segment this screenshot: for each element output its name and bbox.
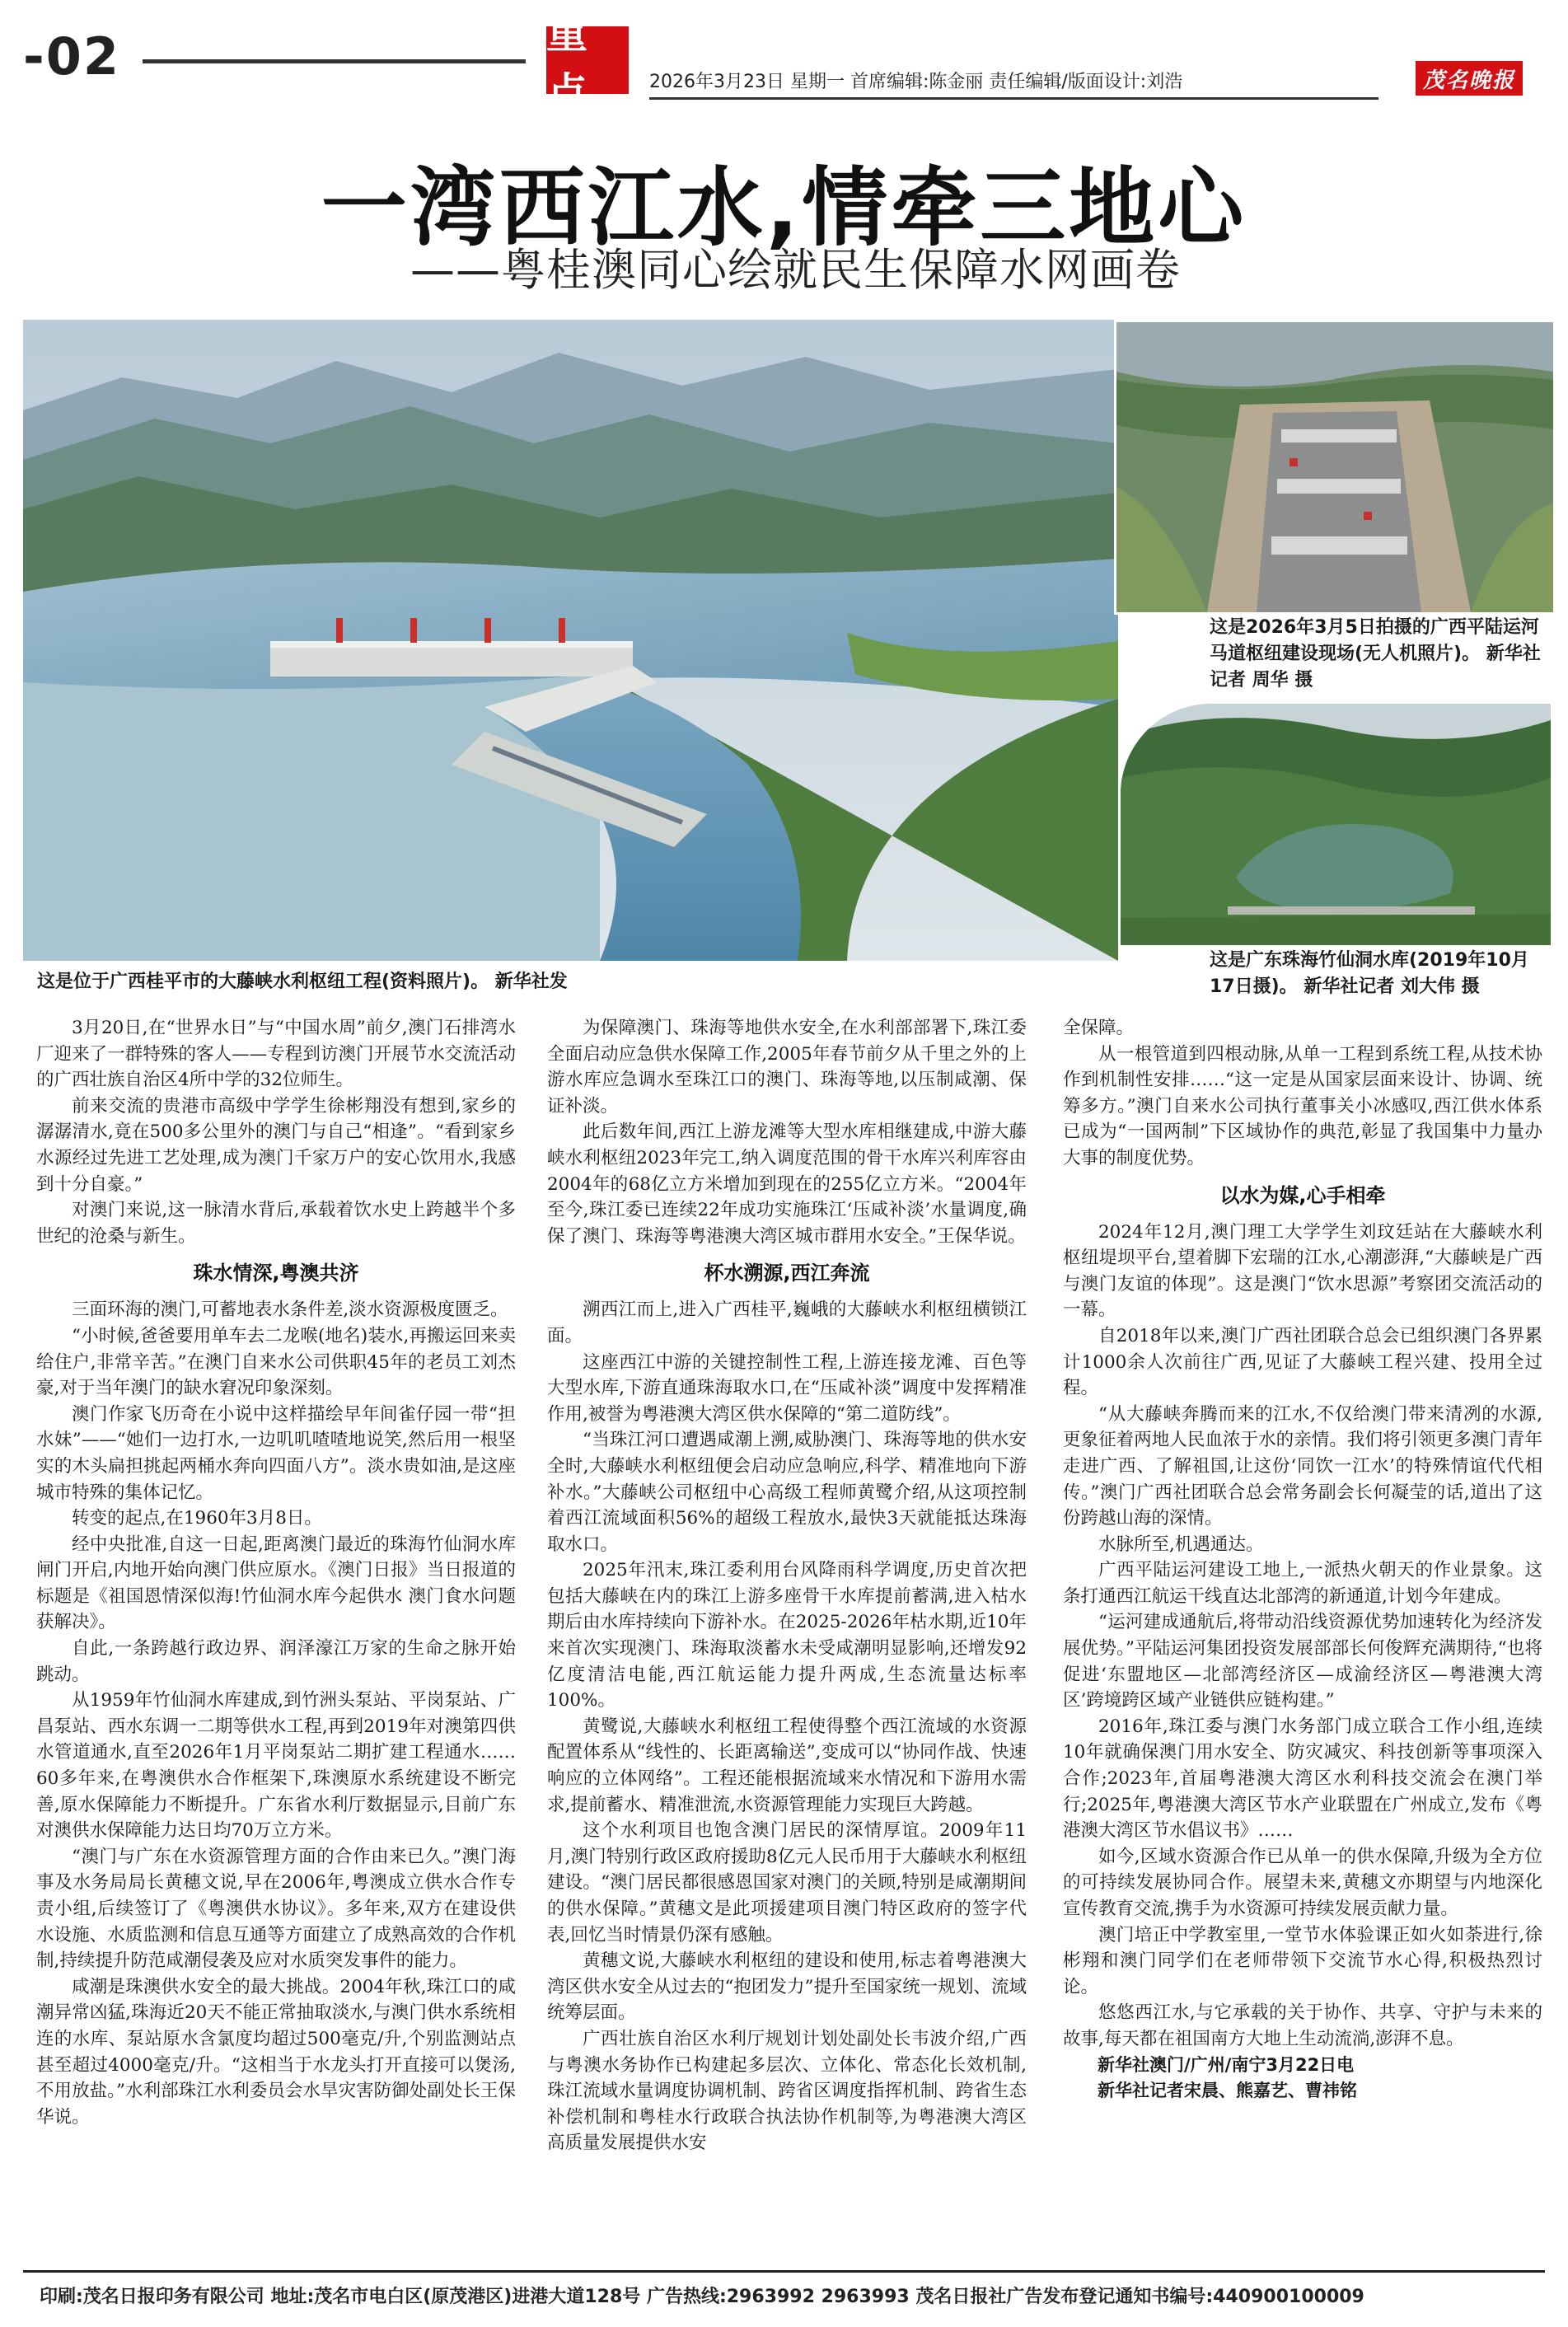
paragraph: 2025年汛末,珠江委利用台风降雨科学调度,历史首次把包括大藤峡在内的珠江上游多座骨干水库提前蓄满,进入枯水期后由水库持续向下游补水。在2025-2026年枯水期,近10年来首次实现澳门、珠海取淡蓄水未受咸潮明显影响,还增发92亿度清洁电能,西江航运能力提升两成,生态流量达标率100%。 (547, 1560, 1027, 1711)
paragraph: 自此,一条跨越行政边界、润泽濠江万家的生命之脉开始跳动。 (36, 1638, 516, 1685)
newspaper-logo: 茂名晚报 (1416, 61, 1523, 96)
footer-imprint: 印刷:茂名日报印务有限公司 地址:茂名市电白区(原茂港区)进港大道128号 广告热线:2963992 2963993 茂名日报社广告发布登记通知书编号:440900100009 (40, 2287, 1364, 2307)
paragraph: 2024年12月,澳门理工大学学生刘玟廷站在大藤峡水利枢纽堤坝平台,望着脚下宏瑞的江水,心潮澎湃,“大藤峡是广西与澳门友谊的体现”。这是澳门“饮水思源”考察团交流活动的一幕。 (1063, 1221, 1542, 1321)
article-column-3 (1063, 1015, 1542, 2104)
section-heading: 珠水情深,粤澳共济 (193, 1262, 359, 1285)
paragraph: “运河建成通航后,将带动沿线资源优势加速转化为经济发展优势。”平陆运河集团投资发展部部长何俊辉充满期待,“也将促进‘东盟地区—北部湾经济区—成渝经济区—粤港澳大湾区’跨境跨区域产业链供应链构建。” (1063, 1612, 1542, 1711)
paragraph: 从一根管道到四根动脉,从单一工程到系统工程,从技术协作到机制性安排……“这一定是从国家层面来设计、协调、统筹多方。”澳门自来水公司执行董事关小冰感叹,西江供水体系已成为“一国两制”下区域协作的典范,彰显了我国集中力量办大事的制度优势。 (1063, 1043, 1542, 1168)
paragraph: 从1959年竹仙洞水库建成,到竹洲头泵站、平岗泵站、广昌泵站、西水东调一二期等供水工程,再到2019年对澳第四供水管道通水,直至2026年1月平岗泵站二期扩建工程通水……60多年来,在粤澳供水合作框架下,珠澳原水系统建设不断完善,原水保障能力不断提升。广东省水利厅数据显示,目前广东对澳供水保障能力达日均70万立方米。 (36, 1690, 516, 1842)
paragraph: 对澳门来说,这一脉清水背后,承载着饮水史上跨越半个多世纪的沧桑与新生。 (36, 1200, 516, 1247)
paragraph: “小时候,爸爸要用单车去二龙喉(地名)装水,再搬运回来卖给住户,非常辛苦。”在澳门自来水公司供职45年的老员工刘杰豪,对于当年澳门的缺水窘况印象深刻。 (36, 1325, 516, 1399)
paragraph: 这个水利项目也饱含澳门居民的深情厚谊。2009年11月,澳门特别行政区政府援助8亿元人民币用于大藤峡水利枢纽建设。“澳门居民都很感恩国家对澳门的关顾,特别是咸潮期间的供水保障。”黄穗文是此项援建项目澳门特区政府的签字代表,回忆当时情景仍深有感触。 (547, 1820, 1027, 1945)
page-number: -02 (23, 26, 121, 87)
paragraph: 广西平陆运河建设工地上,一派热火朝天的作业景象。这条打通西江航运干线直达北部湾的新通道,计划今年建成。 (1063, 1560, 1542, 1607)
header-rule (143, 59, 526, 63)
dateline: 2026年3月23日 星期一 首席编辑:陈金丽 责任编辑/版面设计:刘浩 (649, 72, 1183, 92)
article-column-1 (36, 1015, 516, 2130)
paragraph: “从大藤峡奔腾而来的江水,不仅给澳门带来清冽的水源,更象征着两地人民血浓于水的亲情。我们将引领更多澳门青年走进广西、了解祖国,让这份‘同饮一江水’的特殊情谊代代相传。”澳门广西社团联合总会常务副会长何凝莹的话,道出了这份跨越山海的深情。 (1063, 1403, 1542, 1529)
main-photo-caption: 这是位于广西桂平市的大藤峡水利枢纽工程(资料照片)。 新华社发 (37, 972, 568, 992)
paragraph: 黄鹭说,大藤峡水利枢纽工程使得整个西江流域的水资源配置体系从“线性的、长距离输送”,变成可以“协同作战、快速响应的立体网络”。工程还能根据流域来水情况和下游用水需求,提前蓄水、精准泄流,水资源管理能力实现巨大跨越。 (547, 1716, 1027, 1815)
subheadline: ——粤桂澳同心绘就民生保障水网画卷 (410, 244, 1181, 296)
paragraph: 转变的起点,在1960年3月8日。 (72, 1508, 322, 1529)
headline: 一湾西江水,情牵三地心 (321, 157, 1247, 258)
paragraph: “澳门与广东在水资源管理方面的合作由来已久。”澳门海事及水务局局长黄穗文说,早在2006年,粤澳成立供水合作专责小组,后续签订了《粤澳供水协议》。多年来,双方在建设供水设施、水质监测和信息互通等方面建立了成熟高效的合作机制,持续提升防范咸潮侵袭及应对水质突发事件的能力。 (36, 1846, 516, 1972)
section-heading: 以水为媒,心手相牵 (1219, 1183, 1386, 1207)
paragraph: 自2018年以来,澳门广西社团联合总会已组织澳门各界累计1000余人次前往广西,见证了大藤峡工程兴建、投用全过程。 (1063, 1325, 1542, 1399)
paragraph: 三面环海的澳门,可蓄地表水条件差,淡水资源极度匮乏。 (72, 1299, 508, 1321)
paragraph: 这座西江中游的关键控制性工程,上游连接龙滩、百色等大型水库,下游直通珠海取水口,在“压咸补淡”调度中发挥精准作用,被誉为粤港澳大湾区供水保障的“第二道防线”。 (547, 1351, 1027, 1425)
paragraph: 此后数年间,西江上游龙滩等大型水库相继建成,中游大藤峡水利枢纽2023年完工,纳入调度范围的骨干水库兴利库容由2004年的68亿立方米增加到现在的255亿立方米。“2004年至今,珠江委已连续22年成功实施珠江‘压咸补淡’水量调度,确保了澳门、珠海等粤港澳大湾区城市群用水安全。”王保华说。 (547, 1121, 1027, 1247)
masthead (23, 10, 1545, 117)
paragraph: “当珠江河口遭遇咸潮上溯,威胁澳门、珠海等地的供水安全时,大藤峡水利枢纽便会启动应急响应,科学、精准地向下游补水。”大藤峡公司枢纽中心高级工程师黄鹭介绍,从这项控制着西江流域面积56%的超级工程放水,最快3天就能抵达珠海取水口。 (547, 1430, 1027, 1555)
dateline-rule (649, 97, 1378, 100)
reservoir-photo (1121, 704, 1551, 945)
dam-illustration (23, 320, 1118, 961)
reporter-byline: 新华社记者宋晨、熊嘉艺、曹祎铭 (1098, 2080, 1357, 2100)
dam-aerial-photo (23, 320, 1118, 961)
paragraph: 经中央批准,自这一日起,距离澳门最近的珠海竹仙洞水库闸门开启,内地开始向澳门供应原水。《澳门日报》当日报道的标题是《祖国恩情深似海!竹仙洞水库今起供水 澳门食水问题获解决》。 (36, 1533, 516, 1633)
paragraph: 2016年,珠江委与澳门水务部门成立联合工作小组,连续10年就确保澳门用水安全、防灾减灾、科技创新等事项深入合作;2023年,首届粤港澳大湾区水利科技交流会在澳门举行;2025年,粤港澳大湾区节水产业联盟在广州成立,发布《粤港澳大湾区节水倡议书》…… (1063, 1716, 1542, 1842)
section-heading: 杯水溯源,西江奔流 (704, 1262, 870, 1285)
paragraph: 3月20日,在“世界水日”与“中国水周”前夕,澳门石排湾水厂迎来了一群特殊的客人——专程到访澳门开展节水交流活动的广西壮族自治区4所中学的32位师生。 (36, 1018, 516, 1091)
canal-illustration (1116, 322, 1553, 612)
paragraph: 为保障澳门、珠海等地供水安全,在水利部部署下,珠江委全面启动应急供水保障工作,2005年春节前夕从千里之外的上游水库应急调水至珠江口的澳门、珠海等地,以压制咸潮、保证补淡。 (547, 1018, 1027, 1117)
paragraph: 黄穗文说,大藤峡水利枢纽的建设和使用,标志着粤港澳大湾区供水安全从过去的“抱团发力”提升至国家统一规划、流域统筹层面。 (547, 1950, 1027, 2024)
paragraph: 水脉所至,机遇通达。 (1098, 1533, 1264, 1555)
paragraph: 如今,区域水资源合作已从单一的供水保障,升级为全方位的可持续发展协同合作。展望未来,黄穗文亦期望与内地深化宣传教育交流,携手为水资源可持续发展贡献力量。 (1063, 1846, 1542, 1919)
paragraph: 全保障。 (1063, 1018, 1135, 1038)
paragraph: 溯西江而上,进入广西桂平,巍峨的大藤峡水利枢纽横锁江面。 (547, 1299, 1027, 1346)
section-tag: 重点 (546, 26, 629, 94)
paragraph: 悠悠西江水,与它承载的关于协作、共享、守护与未来的故事,每天都在祖国南方大地上生动流淌,澎湃不息。 (1063, 2002, 1542, 2049)
reservoir-photo-caption: 这是广东珠海竹仙洞水库(2019年10月17日摄)。 新华社记者 刘大伟 摄 (1210, 950, 1529, 997)
dateline-byline: 新华社澳门/广州/南宁3月22日电 (1098, 2054, 1355, 2075)
paragraph: 前来交流的贵港市高级中学学生徐彬翔没有想到,家乡的潺潺清水,竟在500多公里外的澳门与自己“相逢”。“看到家乡水源经过先进工艺处理,成为澳门千家万户的安心饮用水,我感到十分自豪。” (36, 1095, 516, 1195)
article-column-2 (547, 1015, 1027, 2156)
paragraph: 咸潮是珠澳供水安全的最大挑战。2004年秋,珠江口的咸潮异常凶猛,珠海近20天不能正常抽取淡水,与澳门供水系统相连的水库、泵站原水含氯度均超过500毫克/升,个别监测站点甚至超过4000毫克/升。“这相当于水龙头打开直接可以煲汤,不用放盐。”水利部珠江水利委员会水旱灾害防御处副处长王保华说。 (36, 1976, 516, 2128)
canal-photo-caption: 这是2026年3月5日拍摄的广西平陆运河马道枢纽建设现场(无人机照片)。 新华社记者 周华 摄 (1210, 617, 1541, 691)
paragraph: 澳门作家飞历奇在小说中这样描绘早年间雀仔园一带“担水妹”——“她们一边打水,一边叽叽喳喳地说笑,然后用一根坚实的木头扁担挑起两桶水奔向四面八方”。淡水贵如油,是这座城市特殊的集体记忆。 (36, 1403, 516, 1503)
reservoir-illustration (1121, 704, 1551, 945)
paragraph: 澳门培正中学教室里,一堂节水体验课正如火如荼进行,徐彬翔和澳门同学们在老师带领下交流节水心得,积极热烈讨论。 (1063, 1924, 1542, 1997)
canal-construction-photo (1114, 320, 1553, 615)
paragraph: 广西壮族自治区水利厅规划计划处副处长韦波介绍,广西与粤澳水务协作已构建起多层次、立体化、常态化长效机制,珠江流域水量调度协调机制、跨省区调度指挥机制、跨省生态补偿机制和粤桂水行政联合执法协作机制等,为粤港澳大湾区高质量发展提供水安 (547, 2028, 1027, 2154)
footer-rule (23, 2270, 1545, 2273)
